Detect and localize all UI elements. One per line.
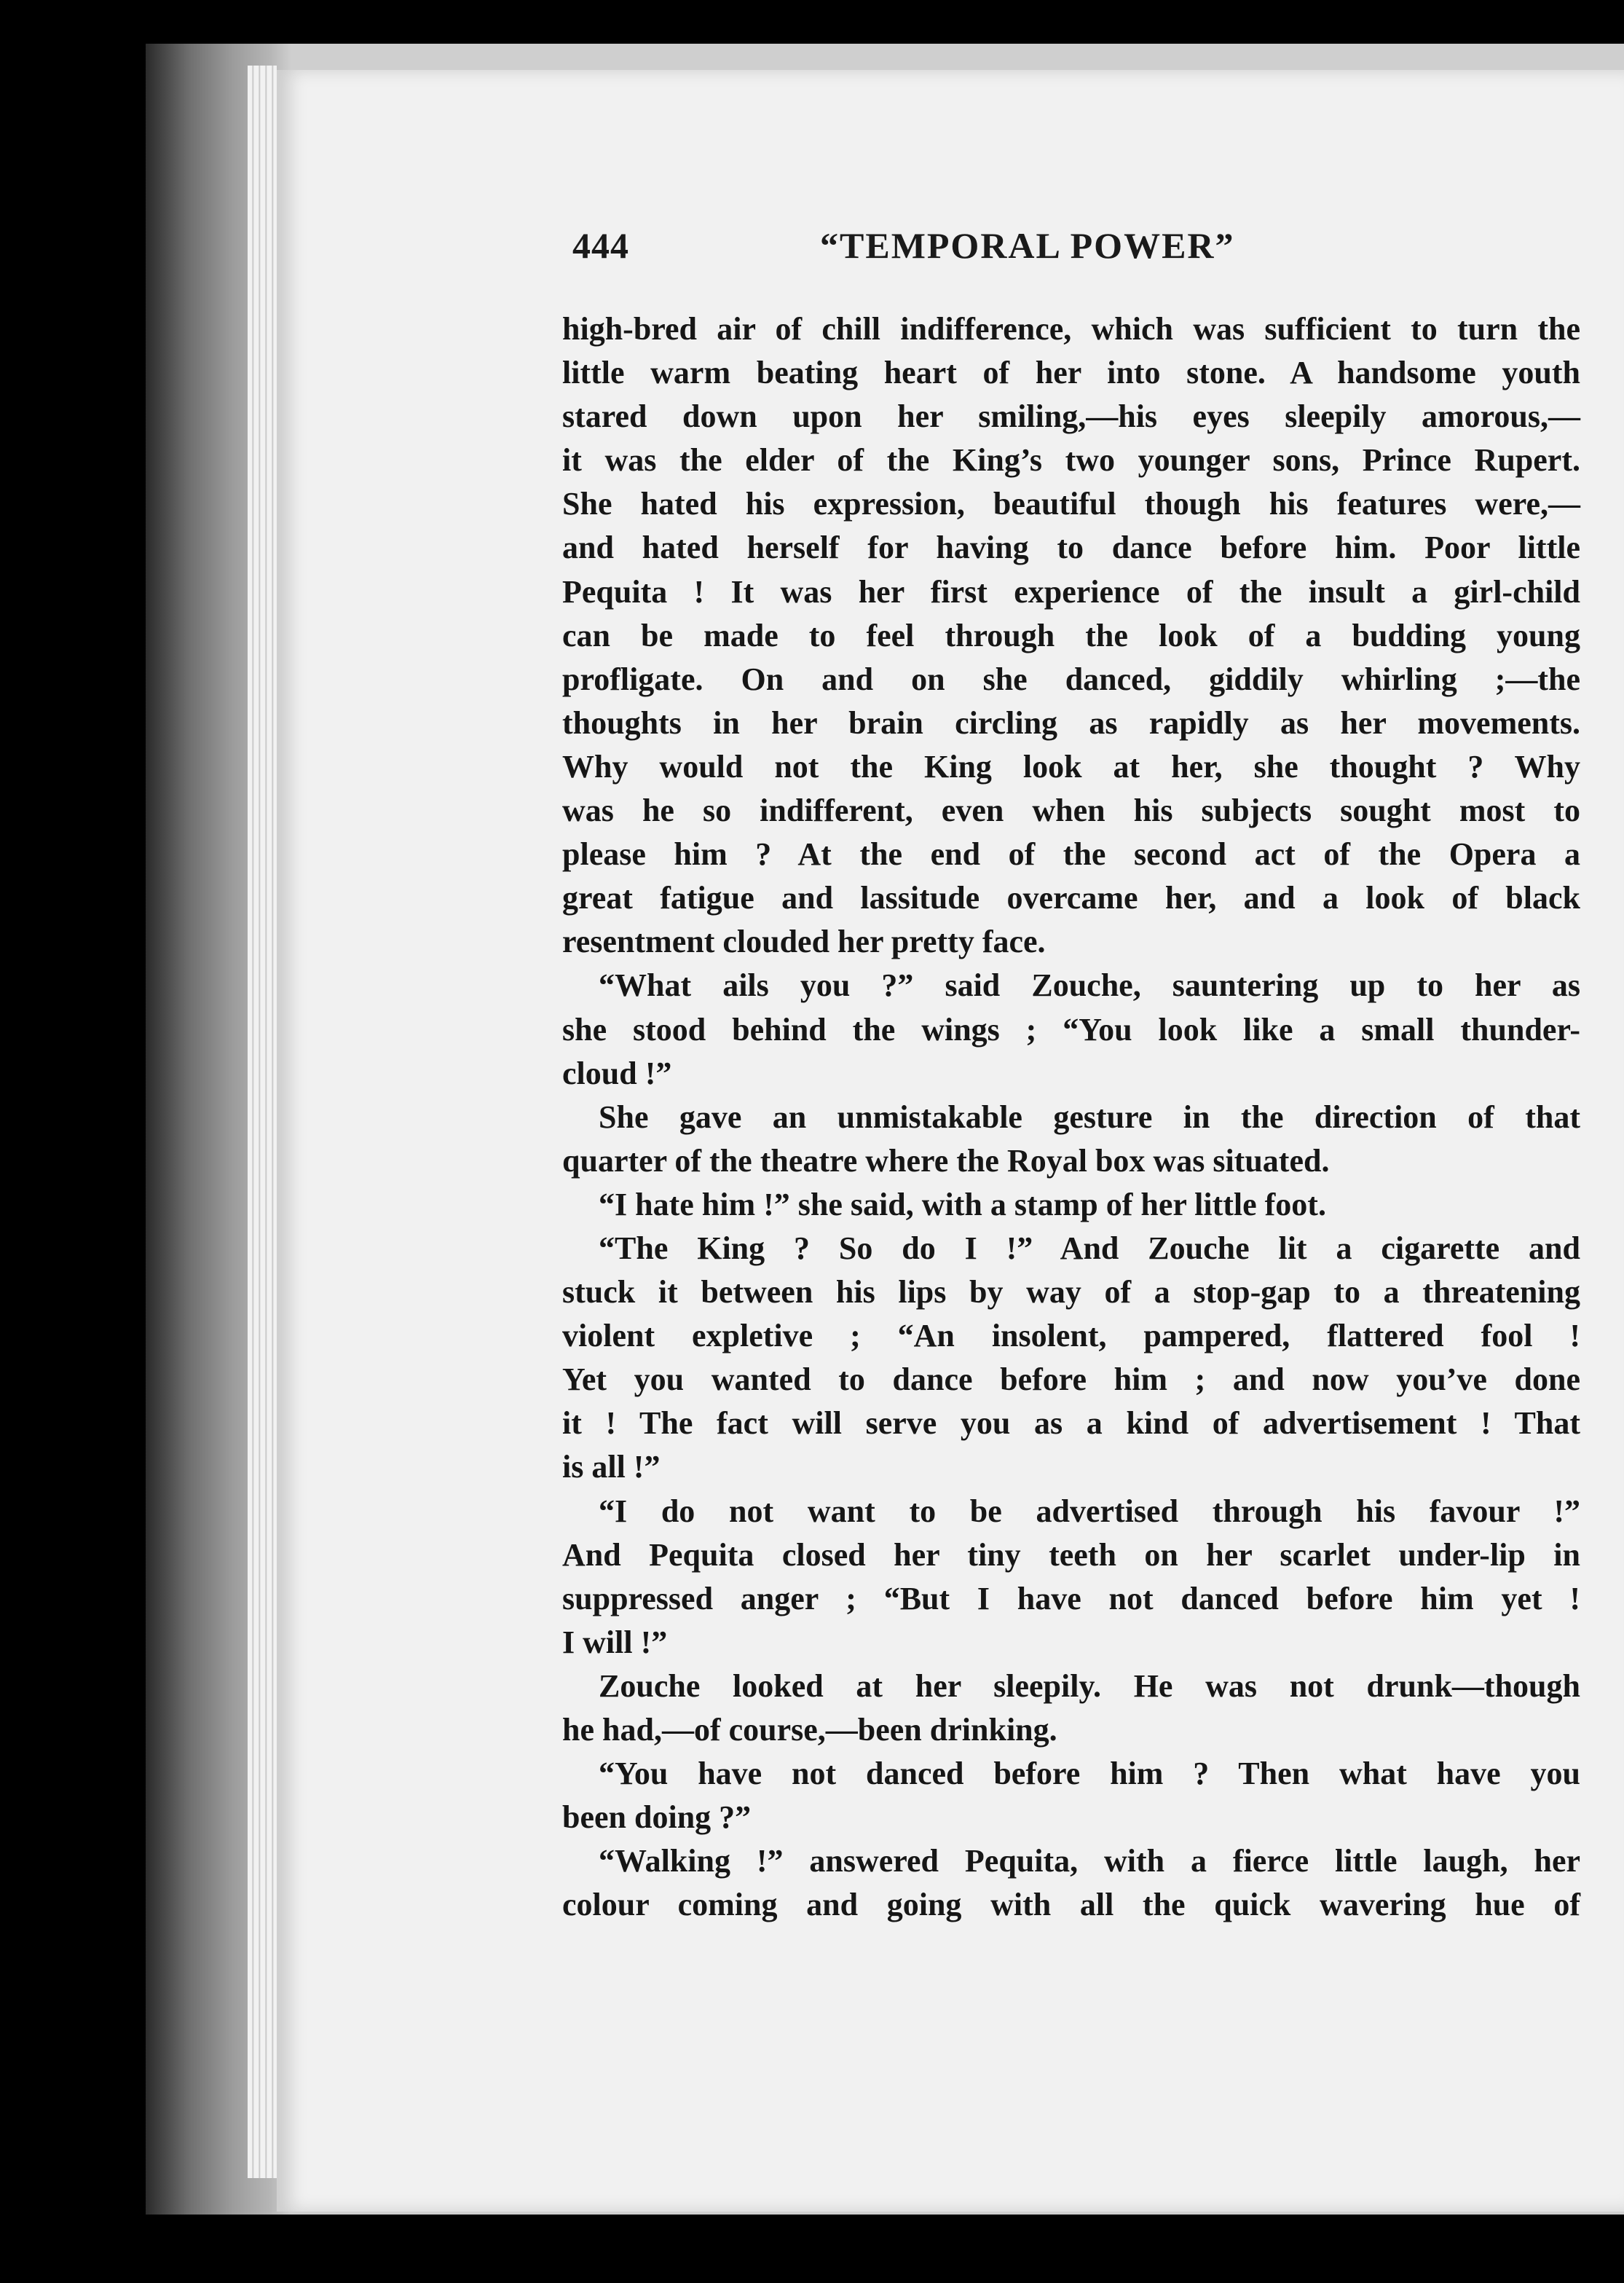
text-line: She hated his expression, beautiful though his features were,— — [562, 486, 1580, 522]
text-line: “The King ? So do I !” And Zouche lit a cigarette and — [599, 1230, 1580, 1266]
text-line: I will !” — [562, 1624, 668, 1660]
text-line: resentment clouded her pretty face. — [562, 924, 1046, 960]
text-line: Zouche looked at her sleepily. He was not drunk—though — [599, 1667, 1580, 1704]
text-line: can be made to feel through the look of a budding young — [562, 617, 1580, 653]
text-line: violent expletive ; “An insolent, pampered, flattered fool ! — [562, 1318, 1580, 1354]
text-line: is all !” — [562, 1449, 661, 1485]
text-line: Why would not the King look at her, she thought ? Why — [562, 748, 1580, 785]
text-line: “I hate him !” she said, with a stamp of her little foot. — [599, 1186, 1326, 1222]
text-line: she stood behind the wings ; “You look like a small thunder- — [562, 1011, 1580, 1048]
text-line: Pequita ! It was her first experience of the insult a girl-child — [562, 573, 1580, 610]
text-line: he had,—of course,—been drinking. — [562, 1712, 1057, 1748]
text-line: “What ails you ?” said Zouche, sauntering up to her as — [599, 967, 1580, 1004]
page-header — [572, 219, 1580, 277]
text-line: please him ? At the end of the second act of the Opera a — [562, 836, 1580, 873]
text-line: She gave an unmistakable gesture in the direction of that — [599, 1099, 1580, 1135]
text-line: quarter of the theatre where the Royal box was situated. — [562, 1142, 1330, 1179]
text-line: was he so indifferent, even when his subjects sought most to — [562, 793, 1580, 829]
text-line: suppressed anger ; “But I have not danced before him yet ! — [562, 1580, 1580, 1616]
text-line: thoughts in her brain circling as rapidly as her movements. — [562, 704, 1580, 741]
text-line: stared down upon her smiling,—his eyes sleepily amorous,— — [562, 398, 1580, 435]
text-line: it ! The fact will serve you as a kind of advertisement ! That — [562, 1405, 1580, 1442]
running-title: “TEMPORAL POWER” — [820, 225, 1235, 266]
page-stack-edge — [248, 66, 277, 2178]
text-line: Yet you wanted to dance before him ; and now you’ve done — [562, 1361, 1580, 1398]
text-line: little warm beating heart of her into stone. A handsome youth — [562, 355, 1580, 391]
text-line: “You have not danced before him ? Then what have you — [599, 1756, 1580, 1792]
text-line: been doing ?” — [562, 1799, 752, 1836]
text-line: and hated herself for having to dance before him. Poor little — [562, 530, 1580, 566]
text-line: it was the elder of the King’s two younger sons, Prince Rupert. — [562, 442, 1580, 479]
body-text — [562, 307, 1580, 1927]
text-line: colour coming and going with all the quick wavering hue of — [562, 1887, 1580, 1923]
text-line: “I do not want to be advertised through his favour !” — [599, 1493, 1580, 1529]
page-number: 444 — [572, 225, 629, 266]
text-line: high-bred air of chill indifference, which was sufficient to turn the — [562, 311, 1580, 347]
text-line: stuck it between his lips by way of a stop-gap to a threatening — [562, 1274, 1580, 1311]
text-line: “Walking !” answered Pequita, with a fierce little laugh, her — [599, 1843, 1580, 1879]
text-line: And Pequita closed her tiny teeth on her scarlet under-lip in — [562, 1536, 1580, 1573]
text-line: great fatigue and lassitude overcame her, and a look of black — [562, 880, 1580, 916]
text-line: cloud !” — [562, 1055, 672, 1091]
text-line: profligate. On and on she danced, giddily whirling ;—the — [562, 661, 1580, 697]
